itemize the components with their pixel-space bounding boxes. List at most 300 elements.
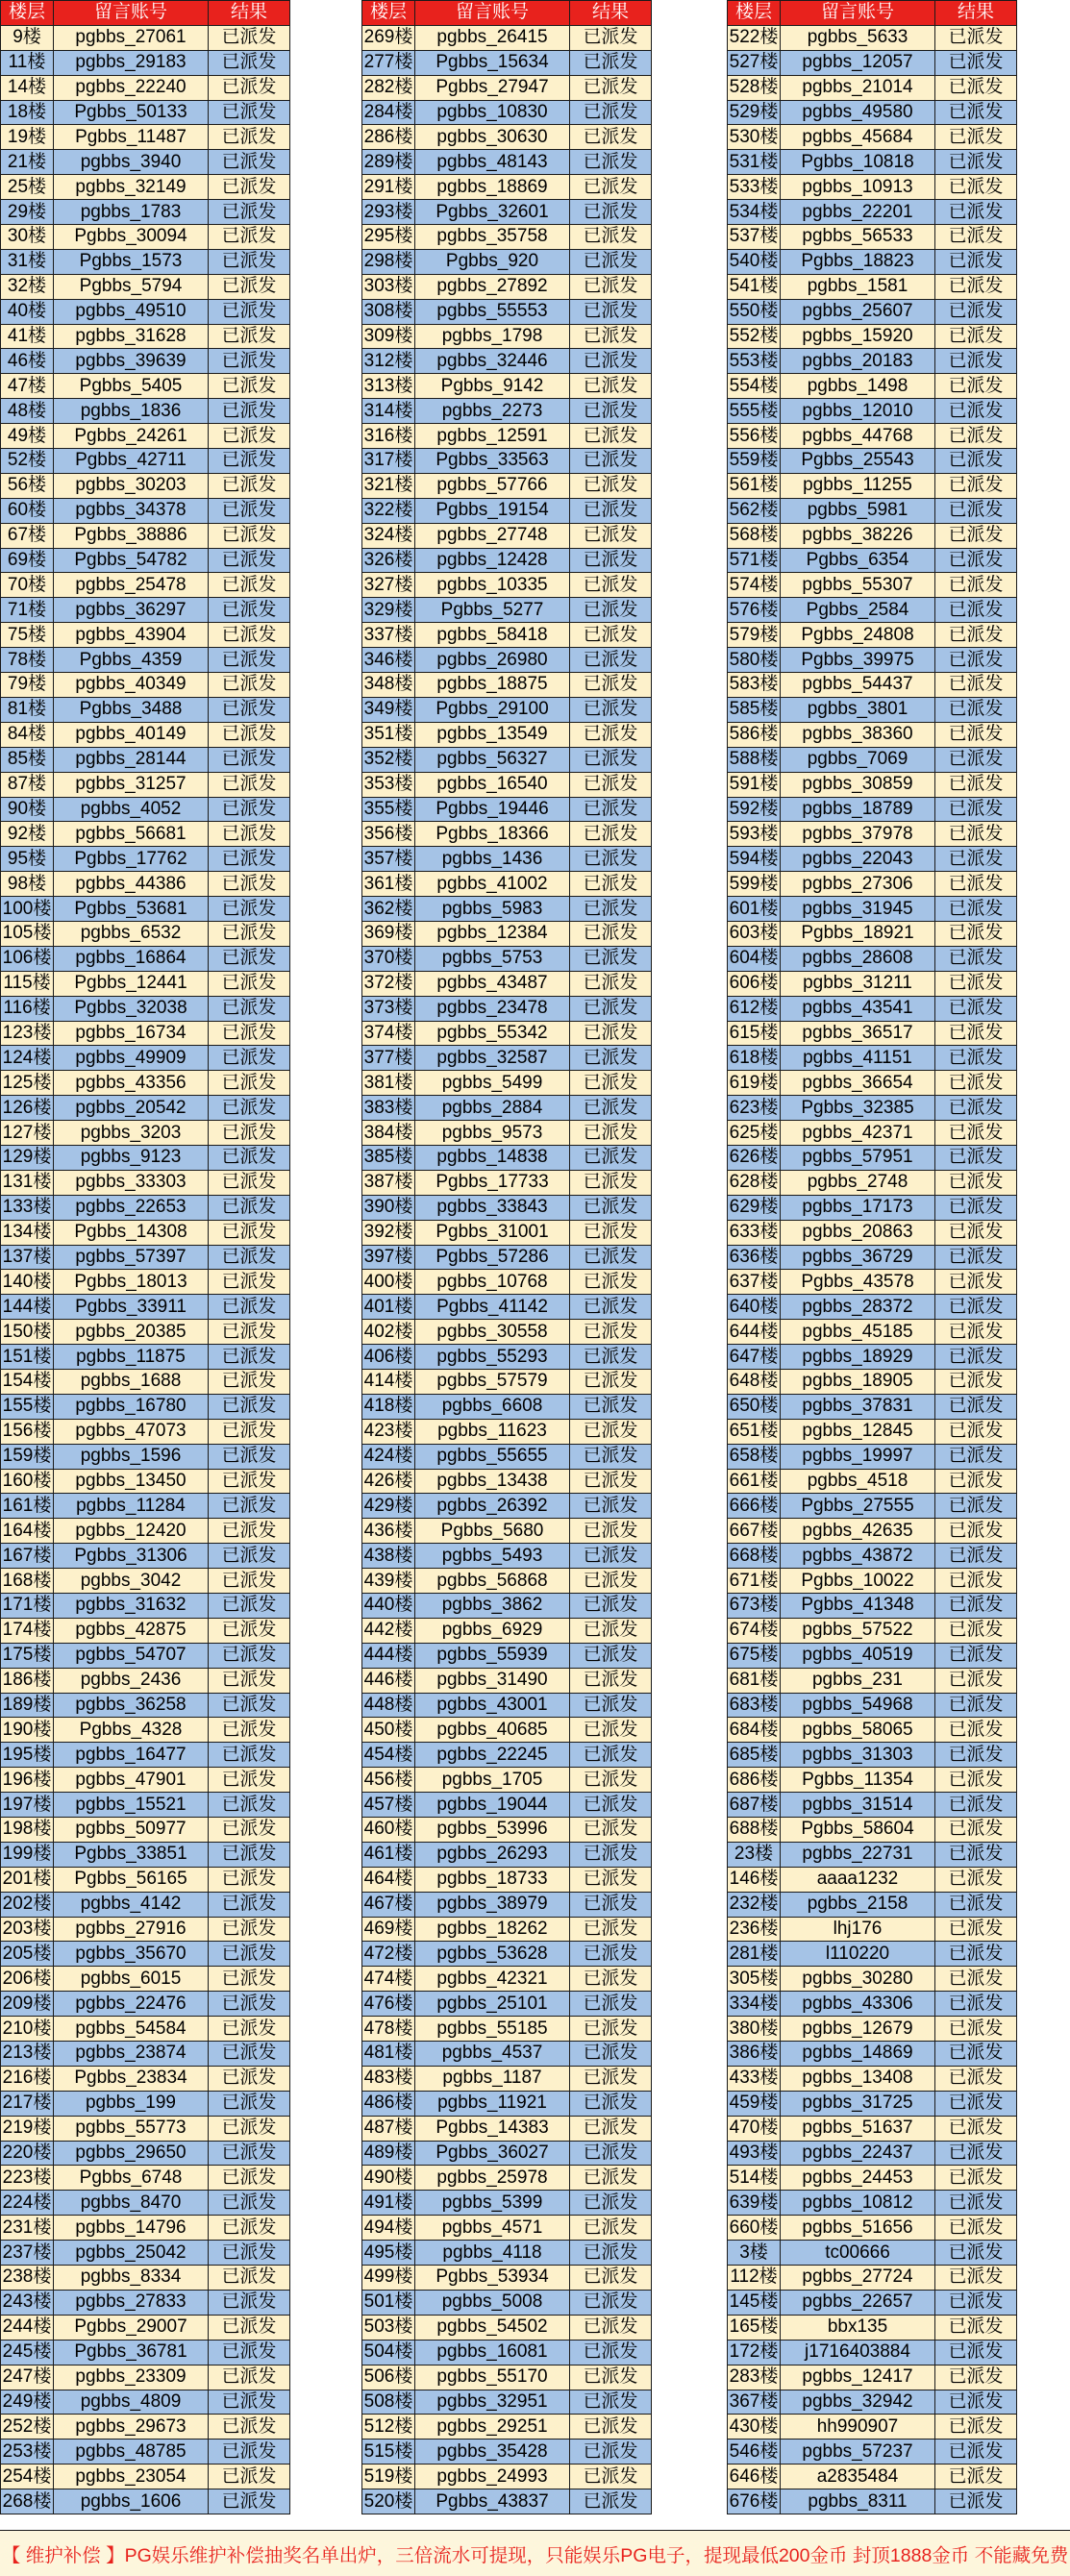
account-cell: pgbbs_2158 (781, 1892, 935, 1917)
table-row (1, 2166, 290, 2191)
floor-cell: 174楼 (1, 1618, 54, 1643)
status-cell: 已派发 (209, 1992, 290, 2017)
status-cell: 已派发 (209, 1295, 290, 1320)
header-result: 结果 (935, 1, 1017, 26)
table-row (728, 673, 1017, 698)
account-cell: Pgbbs_30094 (54, 225, 209, 250)
account-cell: pgbbs_5499 (415, 1071, 570, 1096)
account-cell: pgbbs_10913 (781, 175, 935, 200)
table-row (1, 872, 290, 897)
floor-cell: 131楼 (1, 1170, 54, 1195)
floor-cell: 540楼 (728, 249, 781, 274)
table-row (362, 2216, 652, 2241)
floor-cell: 249楼 (1, 2390, 54, 2415)
table-row (1, 1967, 290, 1992)
floor-cell: 601楼 (728, 897, 781, 922)
table-row (728, 2191, 1017, 2216)
status-cell: 已派发 (209, 125, 290, 150)
account-cell: Pgbbs_2584 (781, 598, 935, 623)
status-cell: 已派发 (209, 1494, 290, 1519)
account-cell: pgbbs_36517 (781, 1021, 935, 1046)
status-cell: 已派发 (209, 249, 290, 274)
status-cell: 已派发 (209, 1842, 290, 1867)
account-cell: pgbbs_27833 (54, 2290, 209, 2315)
table-row (728, 2066, 1017, 2091)
floor-cell: 424楼 (362, 1444, 415, 1469)
account-cell: pgbbs_35670 (54, 1942, 209, 1967)
status-cell: 已派发 (570, 1195, 652, 1220)
table-row (1, 648, 290, 673)
status-cell: 已派发 (935, 1096, 1017, 1121)
status-cell: 已派发 (935, 1320, 1017, 1345)
floor-cell: 461楼 (362, 1842, 415, 1867)
floor-cell: 322楼 (362, 498, 415, 523)
account-cell: pgbbs_12679 (781, 2017, 935, 2042)
floor-cell: 594楼 (728, 847, 781, 872)
table-row (362, 1145, 652, 1170)
floor-cell: 95楼 (1, 847, 54, 872)
floor-cell: 105楼 (1, 921, 54, 946)
table-row (362, 2390, 652, 2415)
account-cell: pgbbs_54584 (54, 2017, 209, 2042)
table-row (362, 299, 652, 324)
floor-cell: 172楼 (728, 2340, 781, 2365)
floor-cell: 537楼 (728, 225, 781, 250)
floor-cell: 683楼 (728, 1693, 781, 1718)
table-row (728, 1942, 1017, 1967)
account-cell: pgbbs_1836 (54, 399, 209, 424)
account-cell: pgbbs_37978 (781, 822, 935, 847)
account-cell: pgbbs_36297 (54, 598, 209, 623)
floor-cell: 574楼 (728, 573, 781, 598)
table-row (1, 847, 290, 872)
table-row (728, 374, 1017, 399)
account-cell: pgbbs_2748 (781, 1170, 935, 1195)
table-row (362, 1071, 652, 1096)
floor-cell: 646楼 (728, 2465, 781, 2489)
account-cell: pgbbs_6608 (415, 1394, 570, 1419)
table-row (728, 747, 1017, 772)
table-row (362, 349, 652, 374)
account-cell: pgbbs_25478 (54, 573, 209, 598)
table-row (1, 2290, 290, 2315)
floor-cell: 126楼 (1, 1096, 54, 1121)
table-row (1, 1419, 290, 1444)
status-cell: 已派发 (209, 1668, 290, 1693)
status-cell: 已派发 (935, 1444, 1017, 1469)
floor-cell: 615楼 (728, 1021, 781, 1046)
floor-cell: 660楼 (728, 2216, 781, 2241)
floor-cell: 440楼 (362, 1594, 415, 1619)
floor-cell: 633楼 (728, 1220, 781, 1245)
account-cell: pgbbs_3042 (54, 1569, 209, 1594)
floor-cell: 71楼 (1, 598, 54, 623)
status-cell: 已派发 (209, 2340, 290, 2365)
account-cell: Pgbbs_17733 (415, 1170, 570, 1195)
status-cell: 已派发 (935, 1892, 1017, 1917)
table-row (728, 1768, 1017, 1793)
table-row (728, 2116, 1017, 2141)
table-row (362, 1121, 652, 1146)
table-row (1, 1444, 290, 1469)
account-cell: pgbbs_21014 (781, 75, 935, 100)
floor-cell: 571楼 (728, 548, 781, 573)
account-cell: pgbbs_27748 (415, 523, 570, 548)
table-row (1, 1320, 290, 1345)
account-cell: Pgbbs_4328 (54, 1718, 209, 1743)
floor-cell: 116楼 (1, 996, 54, 1021)
account-cell: pgbbs_51637 (781, 2116, 935, 2141)
floor-cell: 390楼 (362, 1195, 415, 1220)
status-cell: 已派发 (935, 349, 1017, 374)
floor-cell: 637楼 (728, 1270, 781, 1295)
floor-cell: 11楼 (1, 50, 54, 75)
account-cell: pgbbs_57766 (415, 473, 570, 498)
table-row (362, 1618, 652, 1643)
account-cell: pgbbs_3862 (415, 1594, 570, 1619)
floor-cell: 666楼 (728, 1494, 781, 1519)
table-row (362, 1195, 652, 1220)
floor-cell: 298楼 (362, 249, 415, 274)
floor-cell: 593楼 (728, 822, 781, 847)
account-cell: pgbbs_55773 (54, 2116, 209, 2141)
table-row (362, 2315, 652, 2340)
table-row (362, 1369, 652, 1394)
table-row (362, 2091, 652, 2116)
status-cell: 已派发 (935, 75, 1017, 100)
account-cell: Pgbbs_41348 (781, 1594, 935, 1619)
status-cell: 已派发 (935, 598, 1017, 623)
table-row (1, 1245, 290, 1270)
floor-cell: 661楼 (728, 1469, 781, 1494)
floor-cell: 201楼 (1, 1867, 54, 1892)
account-cell: pgbbs_32446 (415, 349, 570, 374)
floor-cell: 355楼 (362, 797, 415, 822)
table-row (1, 1569, 290, 1594)
floor-cell: 603楼 (728, 921, 781, 946)
status-cell: 已派发 (209, 946, 290, 971)
floor-cell: 470楼 (728, 2116, 781, 2141)
account-cell: pgbbs_28372 (781, 1295, 935, 1320)
floor-cell: 530楼 (728, 125, 781, 150)
table-row (1, 1295, 290, 1320)
floor-cell: 168楼 (1, 1569, 54, 1594)
status-cell: 已派发 (935, 1295, 1017, 1320)
floor-cell: 668楼 (728, 1544, 781, 1569)
table-row (728, 897, 1017, 922)
table-row (362, 1519, 652, 1544)
floor-cell: 115楼 (1, 971, 54, 996)
status-cell: 已派发 (209, 747, 290, 772)
floor-cell: 252楼 (1, 2415, 54, 2440)
floor-cell: 487楼 (362, 2116, 415, 2141)
table-row (362, 324, 652, 349)
status-cell: 已派发 (209, 1071, 290, 1096)
floor-cell: 454楼 (362, 1743, 415, 1768)
account-cell: Pgbbs_12441 (54, 971, 209, 996)
status-cell: 已派发 (570, 1220, 652, 1245)
table-row (728, 249, 1017, 274)
floor-cell: 210楼 (1, 2017, 54, 2042)
floor-cell: 46楼 (1, 349, 54, 374)
account-cell: pgbbs_55307 (781, 573, 935, 598)
account-cell: pgbbs_20863 (781, 1220, 935, 1245)
account-cell: pgbbs_5983 (415, 897, 570, 922)
table-row (362, 2166, 652, 2191)
table-row (362, 175, 652, 200)
status-cell: 已派发 (570, 2141, 652, 2166)
account-cell: pgbbs_3203 (54, 1121, 209, 1146)
account-cell: pgbbs_22245 (415, 1743, 570, 1768)
floor-cell: 636楼 (728, 1245, 781, 1270)
results-table-3 (727, 0, 1017, 2514)
table-row (362, 100, 652, 125)
status-cell: 已派发 (935, 399, 1017, 424)
table-row (362, 1245, 652, 1270)
floor-cell: 568楼 (728, 523, 781, 548)
floor-cell: 87楼 (1, 772, 54, 797)
account-cell: pgbbs_1783 (54, 200, 209, 225)
floor-cell: 3楼 (728, 2241, 781, 2266)
floor-cell: 531楼 (728, 150, 781, 175)
table-row (728, 1743, 1017, 1768)
table-row (1, 225, 290, 250)
table-row (1, 797, 290, 822)
account-cell: pgbbs_55939 (415, 1643, 570, 1668)
status-cell: 已派发 (570, 1394, 652, 1419)
header-floor: 楼层 (728, 1, 781, 26)
status-cell: 已派发 (935, 1569, 1017, 1594)
floor-cell: 247楼 (1, 2365, 54, 2390)
table-row (1, 1668, 290, 1693)
table-row (728, 822, 1017, 847)
table-row (362, 1569, 652, 1594)
account-cell: pgbbs_22731 (781, 1842, 935, 1867)
account-cell: Pgbbs_43578 (781, 1270, 935, 1295)
status-cell: 已派发 (570, 1544, 652, 1569)
floor-cell: 591楼 (728, 772, 781, 797)
table-row (728, 1021, 1017, 1046)
floor-cell: 474楼 (362, 1967, 415, 1992)
table-row (362, 2017, 652, 2042)
status-cell: 已派发 (935, 797, 1017, 822)
floor-cell: 688楼 (728, 1818, 781, 1843)
status-cell: 已派发 (570, 2415, 652, 2440)
table-row (1, 1519, 290, 1544)
floor-cell: 14楼 (1, 75, 54, 100)
status-cell: 已派发 (935, 200, 1017, 225)
table-row (1, 25, 290, 50)
account-cell: pgbbs_49510 (54, 299, 209, 324)
table-row (728, 274, 1017, 299)
account-cell: Pgbbs_10818 (781, 150, 935, 175)
table-row (728, 1444, 1017, 1469)
floor-cell: 469楼 (362, 1917, 415, 1942)
status-cell: 已派发 (935, 2390, 1017, 2415)
account-cell: pgbbs_14838 (415, 1145, 570, 1170)
account-cell: pgbbs_5981 (781, 498, 935, 523)
status-cell: 已派发 (935, 2066, 1017, 2091)
floor-cell: 381楼 (362, 1071, 415, 1096)
floor-cell: 48楼 (1, 399, 54, 424)
floor-cell: 592楼 (728, 797, 781, 822)
table-row (1, 598, 290, 623)
floor-cell: 648楼 (728, 1369, 781, 1394)
floor-cell: 675楼 (728, 1643, 781, 1668)
status-cell: 已派发 (209, 1618, 290, 1643)
floor-cell: 329楼 (362, 598, 415, 623)
account-cell: pgbbs_40149 (54, 722, 209, 747)
status-cell: 已派发 (570, 175, 652, 200)
table-row (728, 996, 1017, 1021)
table-row (728, 2415, 1017, 2440)
status-cell: 已派发 (209, 2066, 290, 2091)
table-row (1, 2066, 290, 2091)
account-cell: pgbbs_26392 (415, 1494, 570, 1519)
status-cell: 已派发 (570, 2390, 652, 2415)
floor-cell: 554楼 (728, 374, 781, 399)
account-cell: Pgbbs_50133 (54, 100, 209, 125)
status-cell: 已派发 (935, 1668, 1017, 1693)
floor-cell: 203楼 (1, 1917, 54, 1942)
status-cell: 已派发 (570, 1594, 652, 1619)
status-cell: 已派发 (209, 473, 290, 498)
table-row (362, 1867, 652, 1892)
table-row (728, 1618, 1017, 1643)
account-cell: Pgbbs_54782 (54, 548, 209, 573)
table-row (1, 1992, 290, 2017)
account-cell: Pgbbs_31306 (54, 1544, 209, 1569)
account-cell: pgbbs_42321 (415, 1967, 570, 1992)
table-row (362, 125, 652, 150)
account-cell: pgbbs_31257 (54, 772, 209, 797)
floor-cell: 493楼 (728, 2141, 781, 2166)
floor-cell: 127楼 (1, 1121, 54, 1146)
status-cell: 已派发 (209, 772, 290, 797)
account-cell: pgbbs_25607 (781, 299, 935, 324)
table-row (728, 2141, 1017, 2166)
status-cell: 已派发 (570, 1096, 652, 1121)
floor-cell: 625楼 (728, 1121, 781, 1146)
status-cell: 已派发 (935, 847, 1017, 872)
account-cell: j1716403884 (781, 2340, 935, 2365)
account-cell: pgbbs_1705 (415, 1768, 570, 1793)
floor-cell: 519楼 (362, 2465, 415, 2489)
header-row (1, 1, 290, 26)
table-row (1, 946, 290, 971)
account-cell: Pgbbs_36027 (415, 2141, 570, 2166)
status-cell: 已派发 (570, 2116, 652, 2141)
account-cell: Pgbbs_33563 (415, 449, 570, 474)
table-row (728, 75, 1017, 100)
status-cell: 已派发 (209, 971, 290, 996)
table-row (728, 50, 1017, 75)
floor-cell: 674楼 (728, 1618, 781, 1643)
floor-cell: 550楼 (728, 299, 781, 324)
floor-cell: 29楼 (1, 200, 54, 225)
table-row (362, 1942, 652, 1967)
floor-cell: 70楼 (1, 573, 54, 598)
account-cell: pgbbs_16864 (54, 946, 209, 971)
status-cell: 已派发 (209, 2390, 290, 2415)
status-cell: 已派发 (935, 299, 1017, 324)
account-cell: pgbbs_34378 (54, 498, 209, 523)
floor-cell: 84楼 (1, 722, 54, 747)
status-cell: 已派发 (570, 996, 652, 1021)
account-cell: pgbbs_13408 (781, 2066, 935, 2091)
table-row (728, 1145, 1017, 1170)
floor-cell: 489楼 (362, 2141, 415, 2166)
account-cell: pgbbs_43306 (781, 1992, 935, 2017)
table-row (1, 1096, 290, 1121)
table-row (728, 523, 1017, 548)
account-cell: pgbbs_27724 (781, 2266, 935, 2291)
table-row (1, 175, 290, 200)
account-cell: pgbbs_12384 (415, 921, 570, 946)
status-cell: 已派发 (935, 2415, 1017, 2440)
table-row (728, 399, 1017, 424)
status-cell: 已派发 (570, 673, 652, 698)
floor-cell: 123楼 (1, 1021, 54, 1046)
account-cell: pgbbs_42371 (781, 1121, 935, 1146)
status-cell: 已派发 (209, 1867, 290, 1892)
status-cell: 已派发 (935, 2290, 1017, 2315)
table-row (1, 2415, 290, 2440)
account-cell: pgbbs_6532 (54, 921, 209, 946)
table-row (728, 1071, 1017, 1096)
floor-cell: 501楼 (362, 2290, 415, 2315)
account-cell: pgbbs_5399 (415, 2191, 570, 2216)
floor-cell: 236楼 (728, 1917, 781, 1942)
table-row (362, 1643, 652, 1668)
status-cell: 已派发 (935, 872, 1017, 897)
floor-cell: 387楼 (362, 1170, 415, 1195)
account-cell: pgbbs_55170 (415, 2365, 570, 2390)
account-cell: Pgbbs_32601 (415, 200, 570, 225)
status-cell: 已派发 (935, 1643, 1017, 1668)
floor-cell: 423楼 (362, 1419, 415, 1444)
floor-cell: 175楼 (1, 1643, 54, 1668)
table-row (1, 747, 290, 772)
status-cell: 已派发 (209, 548, 290, 573)
status-cell: 已派发 (570, 125, 652, 150)
floor-cell: 199楼 (1, 1842, 54, 1867)
floor-cell: 30楼 (1, 225, 54, 250)
table-row (1, 2465, 290, 2489)
account-cell: pgbbs_30203 (54, 473, 209, 498)
status-cell: 已派发 (935, 2489, 1017, 2514)
floor-cell: 651楼 (728, 1419, 781, 1444)
account-cell: pgbbs_231 (781, 1668, 935, 1693)
table-row (728, 2340, 1017, 2365)
table-row (1, 125, 290, 150)
status-cell: 已派发 (209, 2415, 290, 2440)
account-cell: pgbbs_6015 (54, 1967, 209, 1992)
floor-cell: 384楼 (362, 1121, 415, 1146)
account-cell: pgbbs_23054 (54, 2465, 209, 2489)
table-row (728, 1270, 1017, 1295)
status-cell: 已派发 (935, 1419, 1017, 1444)
status-cell: 已派发 (209, 1967, 290, 1992)
account-cell: pgbbs_1581 (781, 274, 935, 299)
floor-cell: 254楼 (1, 2465, 54, 2489)
account-cell: Pgbbs_5680 (415, 1519, 570, 1544)
table-row (362, 623, 652, 648)
account-cell: pgbbs_1798 (415, 324, 570, 349)
status-cell: 已派发 (570, 1369, 652, 1394)
status-cell: 已派发 (935, 1345, 1017, 1370)
table-row (728, 473, 1017, 498)
